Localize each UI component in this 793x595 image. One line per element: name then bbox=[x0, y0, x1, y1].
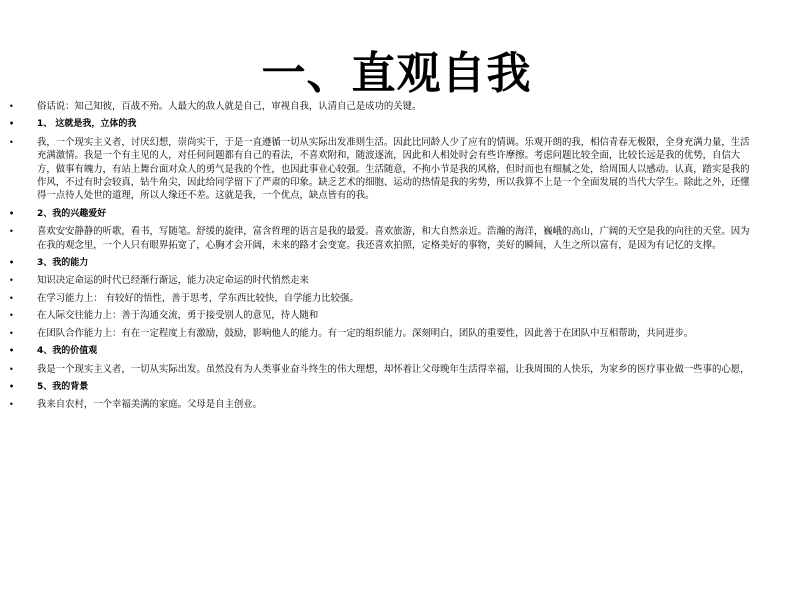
bullet-icon: • bbox=[9, 328, 14, 338]
list-item-text: 我，一个现实主义者，讨厌幻想，崇尚实干，于是一直遵循一切从实际出发准则生活。因此比同龄人少了应有的情调。乐观开朗的我，相信青春无极限，全身充满力量，生活充满激情。我是一个有主见的人，对任何问题都有自己的看法，不喜欢附和，随波逐流，因此和人相处时会有些许摩擦。考虑问题比较全面，比较长远是我的优势，自信大方，做事有魄力，有站上舞台面对众人的勇气是我的个性，也因此事业心较强。生活随意，不拘小节是我的风格，但时而也有细腻之处，给周围人以感动。认真，踏实是我的作风，不过有时会较真，钻牛角尖，因此给同学留下了严肃的印象。缺乏艺术的细胞、运动的热情是我的劣势，所以我算不上是一个全面发展的当代大学生。除此之外，还懂得一点待人处世的道理，所以人缘还不差。这就是我，一个优点，缺点皆有的我。 bbox=[37, 136, 750, 202]
bullet-icon: • bbox=[9, 276, 14, 286]
section-heading bbox=[0, 117, 793, 131]
section-heading bbox=[0, 380, 793, 394]
bullet-icon: • bbox=[9, 118, 15, 129]
bullet-icon: • bbox=[9, 293, 14, 303]
bullet-icon: • bbox=[9, 137, 14, 147]
section-heading-text: 2、我的兴趣爱好 bbox=[37, 208, 107, 219]
bullet-icon: • bbox=[9, 400, 14, 410]
section-heading-text: 1、 这就是我，立体的我 bbox=[37, 119, 137, 130]
list-item bbox=[0, 327, 793, 340]
bullet-list bbox=[0, 100, 793, 416]
list-item bbox=[0, 292, 793, 305]
bullet-icon: • bbox=[9, 207, 15, 218]
section-heading bbox=[0, 207, 793, 221]
bullet-icon: • bbox=[9, 227, 14, 237]
list-item bbox=[0, 100, 793, 113]
section-heading bbox=[0, 344, 793, 358]
section-heading-text: 4、我的价值观 bbox=[37, 346, 98, 357]
list-item bbox=[0, 225, 793, 252]
page-title: 一、直观自我 bbox=[261, 48, 532, 99]
section-heading-text: 3、我的能力 bbox=[37, 258, 89, 269]
section-heading bbox=[0, 256, 793, 270]
list-item-text: 在人际交往能力上：善于沟通交流，勇于接受别人的意见，待人随和 bbox=[37, 310, 319, 322]
list-item-text: 我来自农村，一个幸福美满的家庭。父母是自主创业。 bbox=[37, 399, 263, 411]
section-heading-text: 5、我的背景 bbox=[37, 381, 89, 392]
list-item-text: 知识决定命运的时代已经渐行渐远，能力决定命运的时代悄然走来 bbox=[37, 275, 309, 287]
list-item-text: 在学习能力上： 有较好的悟性，善于思考，学东西比较快，自学能力比较强。 bbox=[37, 292, 359, 304]
list-item-text: 我是一个现实主义者，一切从实际出发。虽然没有为人类事业奋斗终生的伟大理想，却怀着让父母晚年生活得幸福，让我周围的人快乐，为家乡的医疗事业做一些事的心愿， bbox=[37, 363, 750, 375]
bullet-icon: • bbox=[9, 380, 15, 391]
list-item bbox=[0, 309, 793, 322]
bullet-icon: • bbox=[9, 257, 15, 268]
bullet-icon: • bbox=[9, 364, 14, 374]
list-item-text: 喜欢安安静静的听歌，看书，写随笔。舒缓的旋律，富含哲理的语言是我的最爱。喜欢旅游，和大自然亲近。浩瀚的海洋，巍峨的高山，广阔的天空是我的向往的天堂。因为在我的观念里，一个人只有眼界拓宽了，心胸才会开阔，未来的路才会变宽。我还喜欢拍照，定格美好的事物，美好的瞬间，人生之所以富有，是因为有记忆的支撑。 bbox=[37, 226, 750, 251]
list-item-text: 俗话说：知己知彼，百战不殆。人最大的敌人就是自己，审视自我，认清自己是成功的关键。 bbox=[37, 101, 422, 112]
bullet-icon: • bbox=[9, 311, 14, 321]
list-item bbox=[0, 363, 793, 376]
list-item bbox=[0, 398, 793, 411]
list-item-text: 在团队合作能力上：有在一定程度上有激励，鼓励，影响他人的能力。有一定的组织能力。深刻明白，团队的重要性，因此善于在团队中互相帮助，共同进步。 bbox=[37, 327, 694, 339]
bullet-icon: • bbox=[9, 345, 15, 356]
list-item bbox=[0, 136, 793, 203]
bullet-icon: • bbox=[9, 102, 14, 111]
list-item bbox=[0, 274, 793, 287]
